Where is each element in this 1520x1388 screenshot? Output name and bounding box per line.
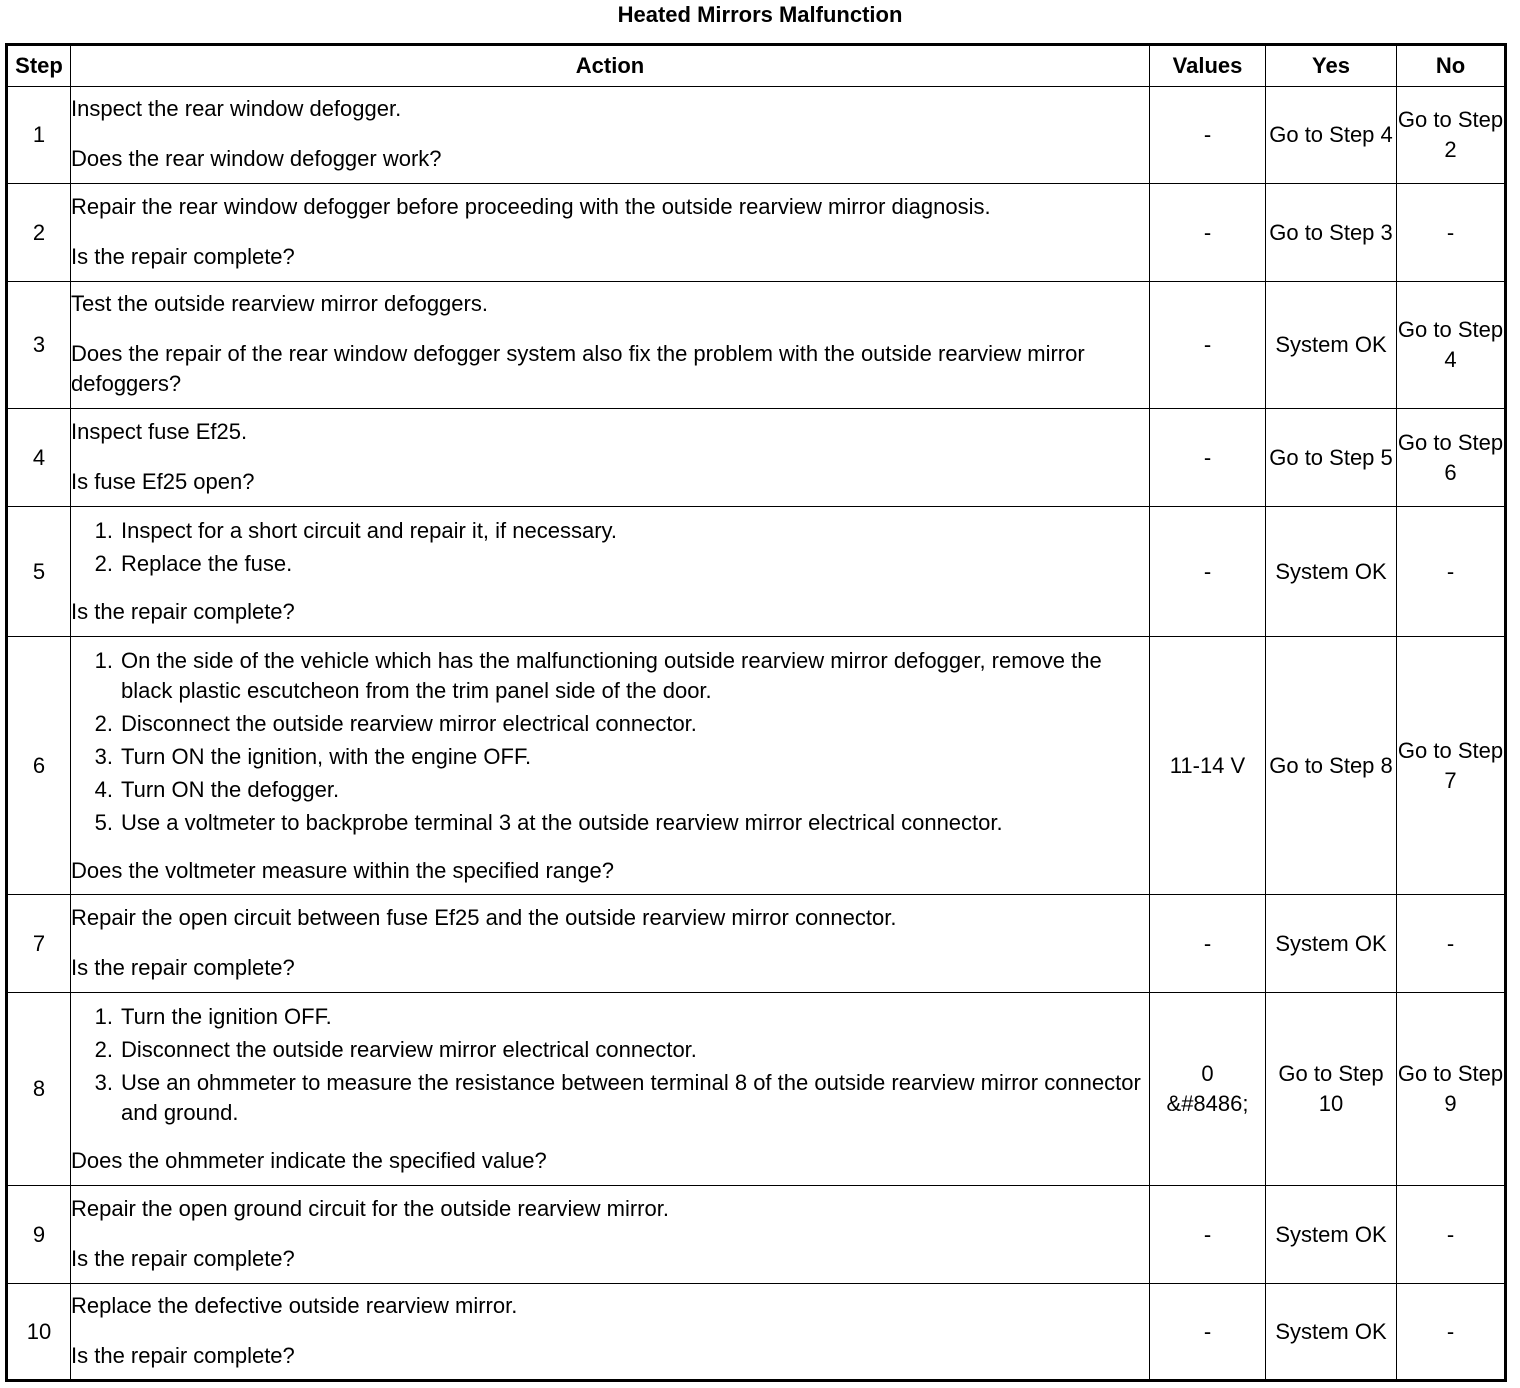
list-item-text: On the side of the vehicle which has the malfunctioning outside rearview mirror defogger, remove the black plastic escutcheon from the trim panel side of the door. — [121, 647, 1102, 703]
action-cell — [71, 1186, 1150, 1284]
list-item-text: Disconnect the outside rearview mirror electrical connector. — [121, 710, 697, 736]
table-row — [7, 895, 1506, 993]
no-cell: Go to Step 9 — [1397, 993, 1506, 1186]
step-number: 9 — [7, 1186, 71, 1284]
action-question: Is the repair complete? — [71, 599, 295, 624]
table-row — [7, 507, 1506, 637]
list-item: 2. Disconnect the outside rearview mirror electrical connector. — [71, 1035, 1149, 1065]
step-number: 4 — [7, 409, 71, 507]
action-question: Does the repair of the rear window defogger system also fix the problem with the outside rearview mirror defoggers? — [71, 341, 1085, 396]
list-item: 1. Turn the ignition OFF. — [71, 1002, 1149, 1032]
list-item: 3. Use an ohmmeter to measure the resistance between terminal 8 of the outside rearview mirror connector and ground. — [71, 1068, 1149, 1128]
step-number: 5 — [7, 507, 71, 637]
list-item-text: Turn ON the ignition, with the engine OFF. — [121, 743, 532, 769]
header-no: No — [1397, 45, 1506, 87]
header-row — [7, 45, 1506, 87]
procedure-list — [71, 1002, 1149, 1128]
action-cell — [71, 993, 1150, 1186]
table-row — [7, 993, 1506, 1186]
yes-cell: Go to Step 4 — [1266, 87, 1397, 184]
step-number: 2 — [7, 184, 71, 282]
table-row — [7, 409, 1506, 507]
action-cell — [71, 1284, 1150, 1381]
action-text: Inspect fuse Ef25. — [71, 418, 248, 444]
table-row — [7, 282, 1506, 409]
yes-cell: System OK — [1266, 282, 1397, 409]
step-number: 7 — [7, 895, 71, 993]
value-cell: - — [1150, 282, 1266, 409]
action-question: Is the repair complete? — [71, 1245, 295, 1271]
table-row — [7, 637, 1506, 895]
table-row — [7, 87, 1506, 184]
value-line: &#8486; — [1166, 1091, 1249, 1116]
yes-cell: Go to Step 10 — [1266, 993, 1397, 1186]
procedure-list — [71, 646, 1149, 838]
action-text: Replace the defective outside rearview mirror. — [71, 1292, 518, 1318]
value-cell: - — [1150, 184, 1266, 282]
list-item-text: Turn ON the defogger. — [121, 776, 340, 802]
value-cell: - — [1150, 1284, 1266, 1381]
list-item-text: Use an ohmmeter to measure the resistance between terminal 8 of the outside rearview mirror connector and ground. — [121, 1070, 1141, 1125]
value-line: 0 — [1201, 1061, 1214, 1086]
no-cell: Go to Step 6 — [1397, 409, 1506, 507]
step-number: 8 — [7, 993, 71, 1186]
list-item: 2. Disconnect the outside rearview mirror electrical connector. — [71, 709, 1149, 739]
list-item: 1. On the side of the vehicle which has the malfunctioning outside rearview mirror defogger, remove the black plastic escutcheon from the trim panel side of the door. — [71, 646, 1149, 706]
action-question: Does the rear window defogger work? — [71, 146, 442, 171]
value-cell: - — [1150, 1186, 1266, 1284]
value-cell — [1150, 993, 1266, 1186]
action-cell — [71, 87, 1150, 184]
no-cell: Go to Step 2 — [1397, 87, 1506, 184]
action-question: Is the repair complete? — [71, 954, 295, 980]
no-cell: - — [1397, 1186, 1506, 1284]
yes-cell: System OK — [1266, 1186, 1397, 1284]
yes-cell: Go to Step 5 — [1266, 409, 1397, 507]
value-cell: - — [1150, 87, 1266, 184]
list-item: 2. Replace the fuse. — [71, 549, 1149, 579]
action-text: Repair the open circuit between fuse Ef25 and the outside rearview mirror connector. — [71, 904, 897, 930]
table-row — [7, 1186, 1506, 1284]
yes-cell: System OK — [1266, 1284, 1397, 1381]
yes-cell: Go to Step 8 — [1266, 637, 1397, 895]
no-cell: - — [1397, 507, 1506, 637]
yes-cell: System OK — [1266, 507, 1397, 637]
no-cell: - — [1397, 895, 1506, 993]
header-yes: Yes — [1266, 45, 1397, 87]
table-row — [7, 184, 1506, 282]
step-number: 10 — [7, 1284, 71, 1381]
action-text: Repair the open ground circuit for the outside rearview mirror. — [71, 1195, 669, 1221]
action-text: Repair the rear window defogger before proceeding with the outside rearview mirror diagnosis. — [71, 193, 991, 219]
list-item-text: Use a voltmeter to backprobe terminal 3 at the outside rearview mirror electrical connector. — [121, 809, 1003, 835]
list-item-text: Turn the ignition OFF. — [121, 1004, 332, 1029]
step-number: 3 — [7, 282, 71, 409]
list-item-text: Replace the fuse. — [121, 551, 293, 576]
list-item-text: Inspect for a short circuit and repair it, if necessary. — [121, 518, 618, 543]
no-cell: Go to Step 7 — [1397, 637, 1506, 895]
list-item: 4. Turn ON the defogger. — [71, 775, 1149, 805]
diagnostic-table — [5, 43, 1507, 1382]
yes-cell: System OK — [1266, 895, 1397, 993]
action-cell — [71, 409, 1150, 507]
action-question: Is fuse Ef25 open? — [71, 468, 255, 494]
action-cell — [71, 282, 1150, 409]
no-cell: Go to Step 4 — [1397, 282, 1506, 409]
action-cell — [71, 184, 1150, 282]
table-row — [7, 1284, 1506, 1381]
step-number: 1 — [7, 87, 71, 184]
value-cell: - — [1150, 507, 1266, 637]
list-item: 5. Use a voltmeter to backprobe terminal 3 at the outside rearview mirror electrical connector. — [71, 808, 1149, 838]
list-item: 1. Inspect for a short circuit and repair it, if necessary. — [71, 516, 1149, 546]
header-values: Values — [1150, 45, 1266, 87]
header-action: Action — [71, 45, 1150, 87]
value-cell: 11-14 V — [1150, 637, 1266, 895]
action-text: Inspect the rear window defogger. — [71, 96, 402, 121]
list-item-text: Disconnect the outside rearview mirror electrical connector. — [121, 1037, 697, 1062]
value-cell: - — [1150, 895, 1266, 993]
action-question: Does the ohmmeter indicate the specified value? — [71, 1148, 547, 1173]
action-cell — [71, 507, 1150, 637]
page-title: Heated Mirrors Malfunction — [617, 2, 903, 27]
action-question: Is the repair complete? — [71, 1342, 295, 1368]
yes-cell: Go to Step 3 — [1266, 184, 1397, 282]
step-number: 6 — [7, 637, 71, 895]
header-step: Step — [7, 45, 71, 87]
action-question: Does the voltmeter measure within the specified range? — [71, 857, 614, 883]
no-cell: - — [1397, 1284, 1506, 1381]
action-question: Is the repair complete? — [71, 243, 295, 269]
action-cell — [71, 895, 1150, 993]
value-cell: - — [1150, 409, 1266, 507]
action-text: Test the outside rearview mirror defoggers. — [71, 291, 488, 316]
action-cell — [71, 637, 1150, 895]
list-item: 3. Turn ON the ignition, with the engine OFF. — [71, 742, 1149, 772]
procedure-list — [71, 516, 1149, 579]
no-cell: - — [1397, 184, 1506, 282]
